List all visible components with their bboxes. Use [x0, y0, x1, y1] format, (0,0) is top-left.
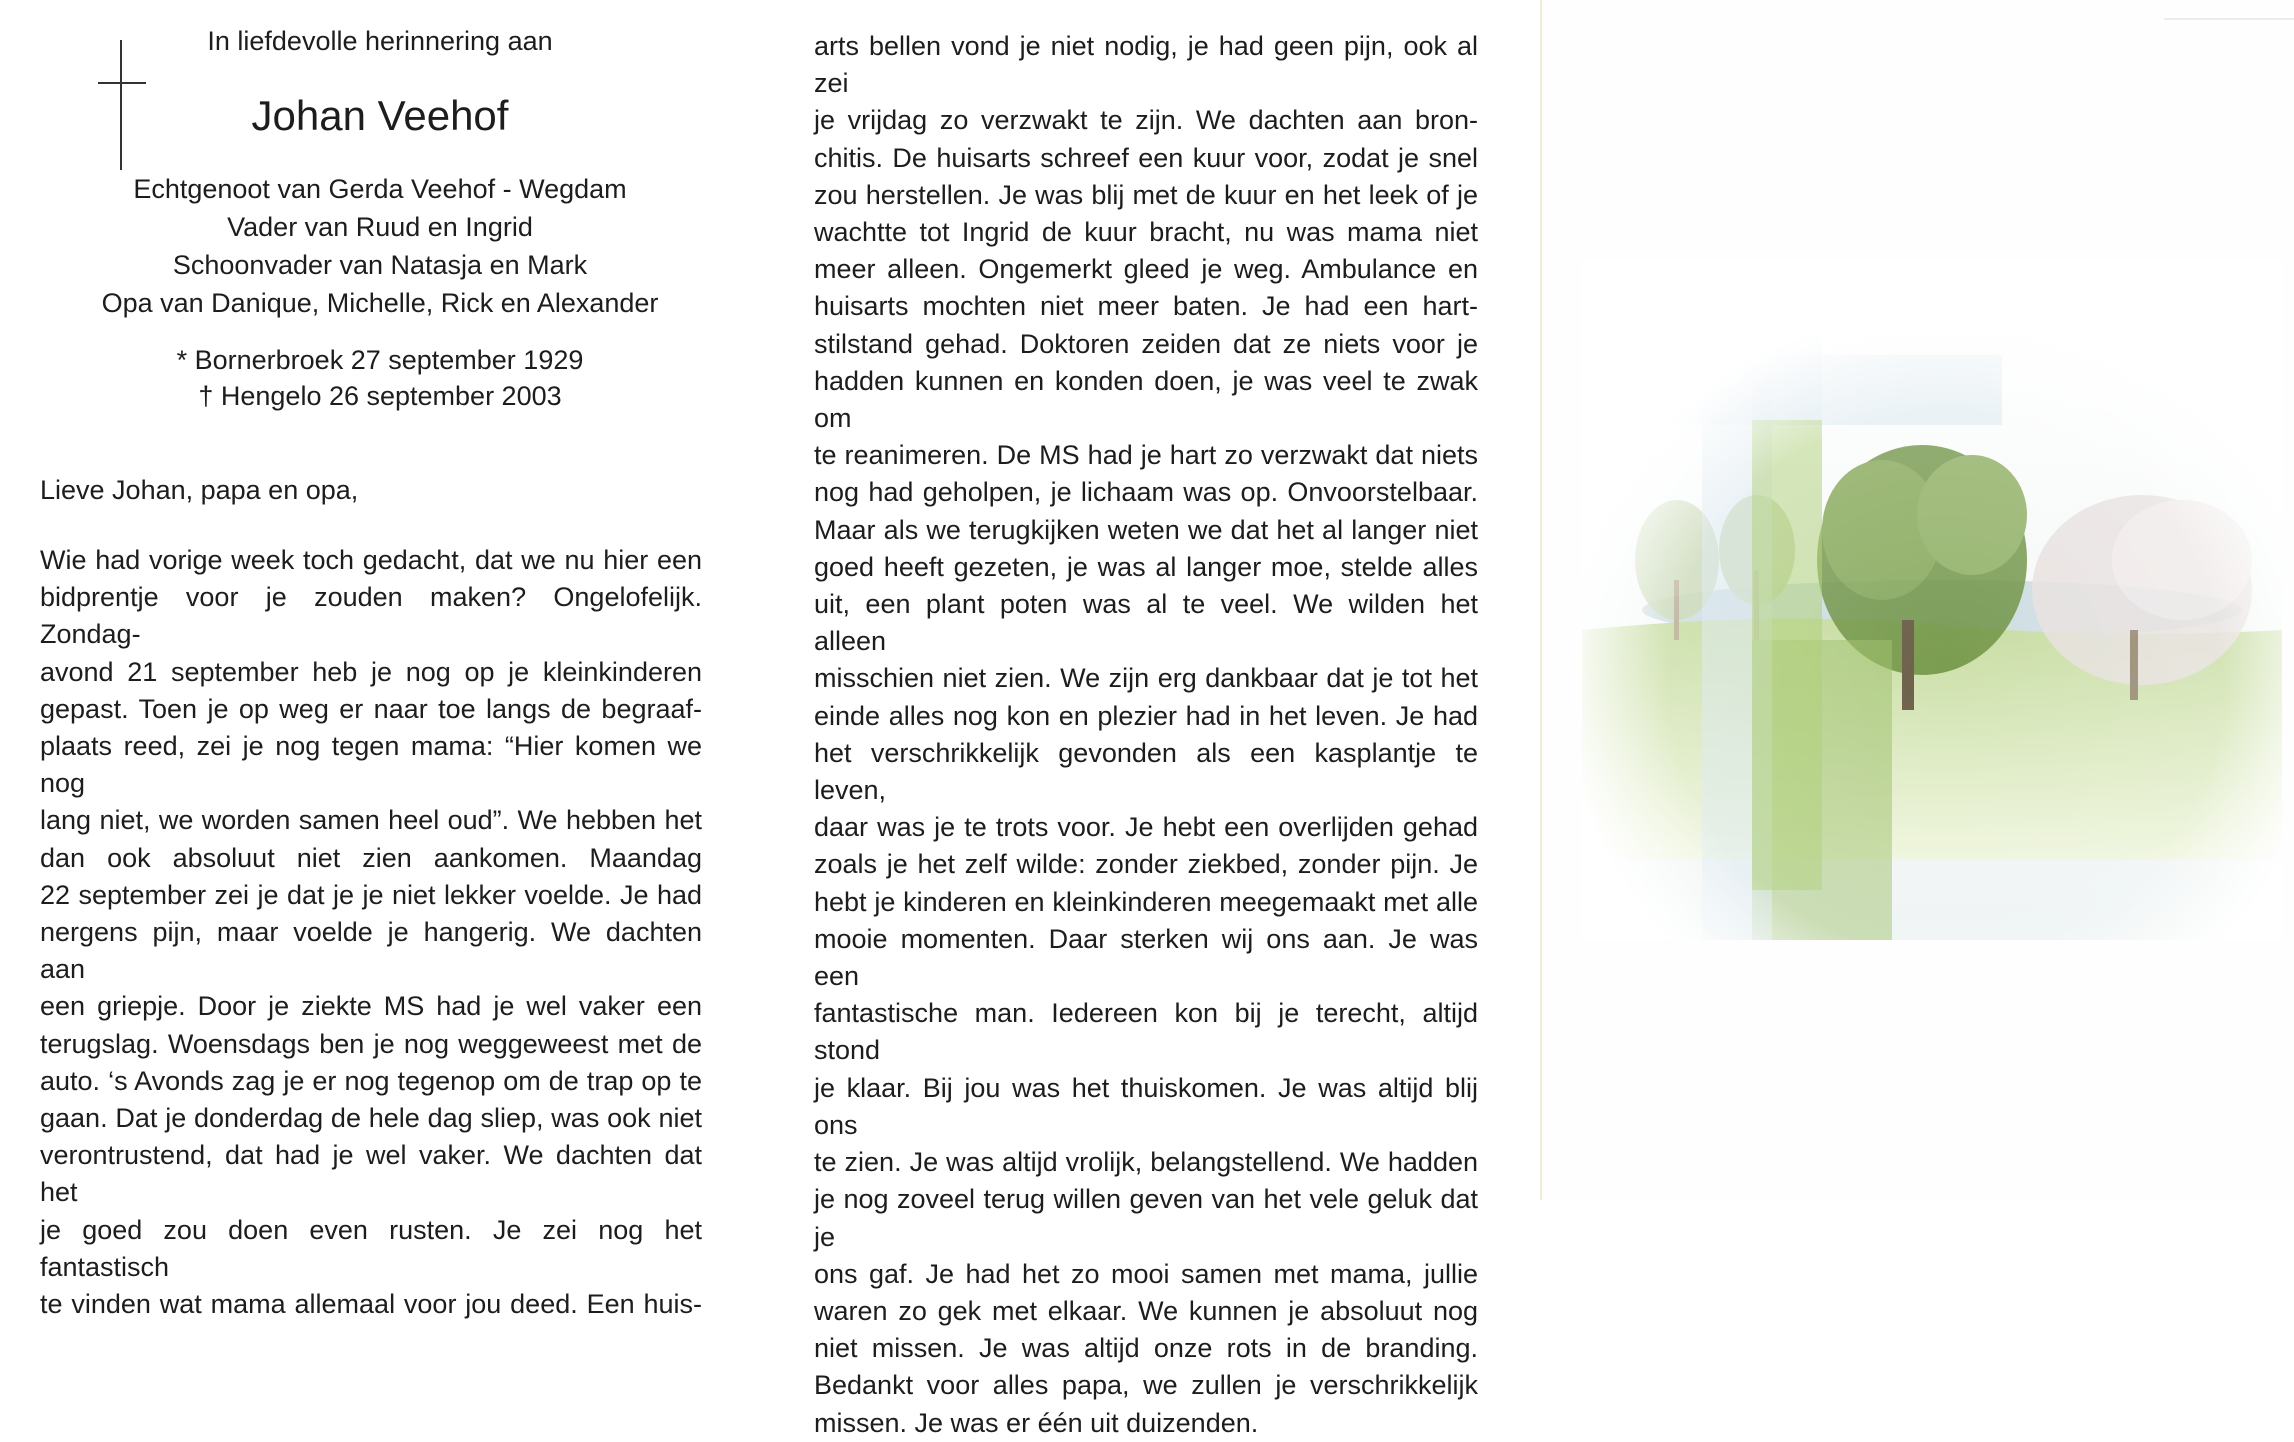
text-line: hadden kunnen en konden doen, je was veel te zwak om: [814, 365, 1478, 434]
text-line: te reanimeren. De MS had je hart zo verzwakt dat niets: [814, 440, 1478, 471]
text-line: meer alleen. Ongemerkt gleed je weg. Ambulance en: [814, 254, 1478, 285]
text-line: je nog zoveel terug willen geven van het vele geluk dat je: [814, 1184, 1478, 1252]
text-line: 22 september zei je dat je je niet lekker voelde. Je had: [40, 879, 702, 910]
relation-line: Opa van Danique, Michelle, Rick en Alexander: [101, 288, 659, 318]
text-line: het verschrikkelijk gevonden als een kasplantje te leven,: [814, 737, 1478, 806]
text-line: huisarts mochten niet meer baten. Je had een hart-: [814, 291, 1478, 322]
text-line: gepast. Toen je op weg er naar toe langs de begraaf-: [40, 693, 702, 724]
text-line: zoals je het zelf wilde: zonder ziekbed, zonder pijn. Je: [814, 849, 1478, 880]
letter-text-left: [40, 542, 702, 1323]
text-line: je goed zou doen even rusten. Je zei nog het fantastisch: [40, 1214, 702, 1282]
text-line: stilstand gehad. Doktoren zeiden dat ze niets voor je: [814, 328, 1478, 359]
left-panel: [40, 20, 720, 1320]
text-line: goed heeft gezeten, je was al langer moe, stelde alles: [814, 551, 1478, 582]
paper-edge: [2164, 18, 2294, 20]
relation-line: Schoonvader van Natasja en Mark: [172, 250, 588, 280]
text-line: zou herstellen. Je was blij met de kuur en het leek of je: [814, 179, 1478, 210]
text-line: ons gaf. Je had het zo mooi samen met mama, jullie: [814, 1258, 1478, 1289]
text-line: nergens pijn, maar voelde je hangerig. We dachten aan: [40, 917, 702, 985]
text-line: te zien. Je was altijd vrolijk, belangstellend. We hadden: [814, 1147, 1478, 1178]
salutation: Lieve Johan, papa en opa,: [40, 475, 359, 505]
text-line: lang niet, we worden samen heel oud”. We hebben het: [40, 805, 702, 836]
text-line: nog had geholpen, je lichaam was op. Onvoorstelbaar.: [814, 477, 1478, 508]
text-line: dan ook absoluut niet zien aankomen. Maandag: [40, 842, 702, 873]
text-line: daar was je te trots voor. Je hebt een overlijden gehad: [814, 812, 1478, 843]
text-line: mooie momenten. Daar sterken wij ons aan. Je was een: [814, 923, 1478, 992]
text-line: niet missen. Je was altijd onze rots in de branding.: [814, 1333, 1478, 1364]
intro-text: In liefdevolle herinnering aan: [207, 26, 553, 56]
deceased-name: Johan Veehof: [251, 92, 509, 139]
text-line: wachtte tot Ingrid de kuur bracht, nu was mama niet: [814, 217, 1478, 248]
text-line: waren zo gek met elkaar. We kunnen je absoluut nog: [814, 1295, 1478, 1326]
text-line: arts bellen vond je niet nodig, je had geen pijn, ook al zei: [814, 31, 1478, 99]
text-line: missen. Je was er één uit duizenden.: [814, 1407, 1259, 1438]
text-line: misschien niet zien. We zijn erg dankbaar dat je tot het: [814, 663, 1478, 694]
text-line: je vrijdag zo verzwakt te zijn. We dachten aan bron-: [814, 105, 1478, 136]
text-line: plaats reed, zei je nog tegen mama: “Hier komen we nog: [40, 731, 702, 799]
text-line: bidprentje voor je zouden maken? Ongelofelijk. Zondag-: [40, 582, 702, 650]
relations-block: [80, 170, 680, 322]
text-line: Bedankt voor alles papa, we zullen je verschrikkelijk: [814, 1370, 1478, 1401]
text-line: verontrustend, dat had je wel vaker. We dachten dat het: [40, 1140, 702, 1208]
landscape-cross-image: [1582, 260, 2282, 940]
text-line: einde alles nog kon en plezier had in het leven. Je had: [814, 700, 1478, 731]
text-line: fantastische man. Iedereen kon bij je terecht, altijd stond: [814, 998, 1478, 1066]
text-line: uit, een plant poten was al te veel. We wilden het alleen: [814, 589, 1478, 657]
letter-text-middle: [814, 28, 1478, 1442]
text-line: avond 21 september heb je nog op je kleinkinderen: [40, 656, 702, 687]
text-line: te vinden wat mama allemaal voor jou deed. Een huis-: [40, 1289, 702, 1320]
text-line: auto. ‘s Avonds zag je er nog tegenop om de trap op te: [40, 1065, 702, 1096]
birth-date: * Bornerbroek 27 september 1929: [176, 345, 584, 375]
text-line: chitis. De huisarts schreef een kuur voor, zodat je snel: [814, 142, 1478, 173]
text-line: een griepje. Door je ziekte MS had je wel vaker een: [40, 991, 702, 1022]
text-line: gaan. Dat je donderdag de hele dag sliep, was ook niet: [40, 1103, 702, 1134]
relation-line: Vader van Ruud en Ingrid: [227, 212, 533, 242]
text-line: hebt je kinderen en kleinkinderen meegemaakt met alle: [814, 886, 1478, 917]
relation-line: Echtgenoot van Gerda Veehof - Wegdam: [133, 174, 627, 204]
text-line: Wie had vorige week toch gedacht, dat we nu hier een: [40, 545, 702, 575]
dates-block: [80, 342, 680, 414]
text-line: je klaar. Bij jou was het thuiskomen. Je was altijd blij ons: [814, 1072, 1478, 1140]
text-line: Maar als we terugkijken weten we dat het al langer niet: [814, 514, 1478, 545]
death-date: † Hengelo 26 september 2003: [198, 381, 562, 411]
text-line: terugslag. Woensdags ben je nog weggeweest met de: [40, 1028, 702, 1059]
image-panel: [1542, 0, 2294, 1200]
